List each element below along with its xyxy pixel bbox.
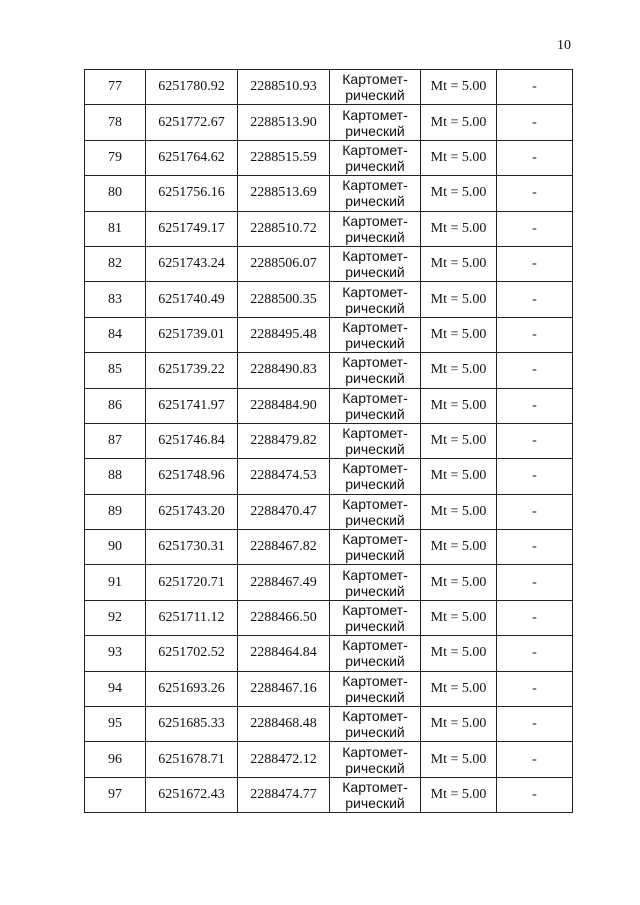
table-row	[85, 353, 573, 388]
x-coordinate-cell: 6251743.20	[146, 494, 238, 529]
x-coordinate-cell: 6251693.26	[146, 671, 238, 706]
note-cell: -	[497, 388, 573, 423]
method-cell	[330, 636, 421, 671]
point-number-cell: 78	[85, 105, 146, 140]
point-number-cell: 87	[85, 423, 146, 458]
method-line-1: Картомет-	[342, 779, 408, 795]
table-row	[85, 742, 573, 777]
x-coordinate-cell: 6251743.24	[146, 246, 238, 281]
method-cell	[330, 494, 421, 529]
x-coordinate-cell: 6251678.71	[146, 742, 238, 777]
table-row	[85, 600, 573, 635]
y-coordinate-cell: 2288513.69	[238, 176, 330, 211]
note-cell: -	[497, 176, 573, 211]
point-number-cell: 95	[85, 707, 146, 742]
table-row	[85, 70, 573, 105]
table-row	[85, 105, 573, 140]
y-coordinate-cell: 2288464.84	[238, 636, 330, 671]
accuracy-cell: Mt = 5.00	[421, 176, 497, 211]
note-cell: -	[497, 636, 573, 671]
method-line-2: рический	[345, 334, 405, 351]
table-row	[85, 707, 573, 742]
method-cell	[330, 459, 421, 494]
x-coordinate-cell: 6251741.97	[146, 388, 238, 423]
note-cell: -	[497, 282, 573, 317]
accuracy-cell: Mt = 5.00	[421, 388, 497, 423]
method-cell	[330, 742, 421, 777]
table-row	[85, 211, 573, 246]
point-number-cell: 90	[85, 530, 146, 565]
x-coordinate-cell: 6251748.96	[146, 459, 238, 494]
note-cell: -	[497, 565, 573, 600]
method-line-2: рический	[345, 405, 405, 422]
method-line-1: Картомет-	[342, 283, 408, 300]
table-row	[85, 176, 573, 211]
note-cell: -	[497, 353, 573, 388]
method-line-2: рический	[345, 547, 405, 564]
method-cell	[330, 353, 421, 388]
accuracy-cell: Mt = 5.00	[421, 494, 497, 529]
method-cell	[330, 671, 421, 706]
y-coordinate-cell: 2288500.35	[238, 282, 330, 317]
x-coordinate-cell: 6251685.33	[146, 707, 238, 742]
method-cell	[330, 388, 421, 423]
accuracy-cell: Mt = 5.00	[421, 105, 497, 140]
y-coordinate-cell: 2288479.82	[238, 423, 330, 458]
note-cell: -	[497, 105, 573, 140]
y-coordinate-cell: 2288467.82	[238, 530, 330, 565]
accuracy-cell: Mt = 5.00	[421, 565, 497, 600]
point-number-cell: 92	[85, 600, 146, 635]
y-coordinate-cell: 2288484.90	[238, 388, 330, 423]
table-row	[85, 671, 573, 706]
method-line-1: Картомет-	[342, 354, 408, 371]
accuracy-cell: Mt = 5.00	[421, 742, 497, 777]
y-coordinate-cell: 2288467.16	[238, 671, 330, 706]
note-cell: -	[497, 70, 573, 105]
method-cell	[330, 777, 421, 812]
method-line-2: рический	[345, 87, 405, 104]
method-line-1: Картомет-	[342, 177, 408, 194]
y-coordinate-cell: 2288472.12	[238, 742, 330, 777]
point-number-cell: 97	[85, 777, 146, 812]
method-line-1: Картомет-	[342, 425, 408, 442]
method-line-1: Картомет-	[342, 389, 408, 406]
y-coordinate-cell: 2288468.48	[238, 707, 330, 742]
point-number-cell: 89	[85, 494, 146, 529]
method-cell	[330, 707, 421, 742]
method-line-2: рический	[345, 441, 405, 458]
point-number-cell: 86	[85, 388, 146, 423]
method-line-2: рический	[345, 759, 405, 776]
method-line-1: Картомет-	[342, 743, 408, 760]
accuracy-cell: Mt = 5.00	[421, 282, 497, 317]
y-coordinate-cell: 2288513.90	[238, 105, 330, 140]
y-coordinate-cell: 2288474.53	[238, 459, 330, 494]
accuracy-cell: Mt = 5.00	[421, 246, 497, 281]
accuracy-cell: Mt = 5.00	[421, 530, 497, 565]
note-cell: -	[497, 777, 573, 812]
x-coordinate-cell: 6251756.16	[146, 176, 238, 211]
method-line-1: Картомет-	[342, 602, 408, 619]
point-number-cell: 79	[85, 140, 146, 175]
accuracy-cell: Mt = 5.00	[421, 636, 497, 671]
x-coordinate-cell: 6251772.67	[146, 105, 238, 140]
method-line-2: рический	[345, 511, 405, 528]
accuracy-cell: Mt = 5.00	[421, 70, 497, 105]
method-line-1: Картомет-	[342, 71, 408, 88]
point-number-cell: 83	[85, 282, 146, 317]
point-number-cell: 96	[85, 742, 146, 777]
table-row	[85, 388, 573, 423]
point-number-cell: 80	[85, 176, 146, 211]
method-line-2: рический	[345, 724, 405, 741]
method-cell	[330, 211, 421, 246]
table-row	[85, 140, 573, 175]
x-coordinate-cell: 6251672.43	[146, 777, 238, 812]
accuracy-cell: Mt = 5.00	[421, 671, 497, 706]
method-line-1: Картомет-	[342, 672, 408, 689]
table-row	[85, 636, 573, 671]
coordinates-table-body	[85, 70, 573, 813]
method-line-1: Картомет-	[342, 141, 408, 158]
table-row	[85, 317, 573, 352]
note-cell: -	[497, 211, 573, 246]
y-coordinate-cell: 2288506.07	[238, 246, 330, 281]
note-cell: -	[497, 530, 573, 565]
method-cell	[330, 282, 421, 317]
method-line-2: рический	[345, 157, 405, 174]
x-coordinate-cell: 6251711.12	[146, 600, 238, 635]
method-cell	[330, 70, 421, 105]
x-coordinate-cell: 6251720.71	[146, 565, 238, 600]
y-coordinate-cell: 2288510.93	[238, 70, 330, 105]
point-number-cell: 93	[85, 636, 146, 671]
x-coordinate-cell: 6251764.62	[146, 140, 238, 175]
method-line-1: Картомет-	[342, 637, 408, 654]
method-cell	[330, 105, 421, 140]
method-line-1: Картомет-	[342, 708, 408, 725]
method-cell	[330, 600, 421, 635]
method-cell	[330, 317, 421, 352]
x-coordinate-cell: 6251749.17	[146, 211, 238, 246]
method-cell	[330, 140, 421, 175]
x-coordinate-cell: 6251730.31	[146, 530, 238, 565]
page-number: 10	[557, 38, 571, 53]
accuracy-cell: Mt = 5.00	[421, 317, 497, 352]
method-line-2: рический	[345, 264, 405, 281]
y-coordinate-cell: 2288467.49	[238, 565, 330, 600]
accuracy-cell: Mt = 5.00	[421, 600, 497, 635]
table-row	[85, 282, 573, 317]
accuracy-cell: Mt = 5.00	[421, 211, 497, 246]
method-line-1: Картомет-	[342, 248, 408, 265]
method-line-2: рический	[345, 122, 405, 139]
y-coordinate-cell: 2288510.72	[238, 211, 330, 246]
method-line-2: рический	[345, 795, 405, 811]
accuracy-cell: Mt = 5.00	[421, 140, 497, 175]
note-cell: -	[497, 317, 573, 352]
method-line-2: рический	[345, 582, 405, 599]
method-cell	[330, 423, 421, 458]
method-cell	[330, 176, 421, 211]
method-line-2: рический	[345, 688, 405, 705]
table-row	[85, 459, 573, 494]
x-coordinate-cell: 6251739.22	[146, 353, 238, 388]
table-row	[85, 777, 573, 812]
method-line-2: рический	[345, 476, 405, 493]
note-cell: -	[497, 423, 573, 458]
accuracy-cell: Mt = 5.00	[421, 353, 497, 388]
x-coordinate-cell: 6251780.92	[146, 70, 238, 105]
method-line-2: рический	[345, 618, 405, 635]
point-number-cell: 94	[85, 671, 146, 706]
method-line-1: Картомет-	[342, 495, 408, 512]
method-line-2: рический	[345, 370, 405, 387]
accuracy-cell: Mt = 5.00	[421, 459, 497, 494]
accuracy-cell: Mt = 5.00	[421, 423, 497, 458]
method-line-2: рический	[345, 653, 405, 670]
note-cell: -	[497, 600, 573, 635]
y-coordinate-cell: 2288474.77	[238, 777, 330, 812]
method-line-1: Картомет-	[342, 212, 408, 229]
x-coordinate-cell: 6251746.84	[146, 423, 238, 458]
accuracy-cell: Mt = 5.00	[421, 707, 497, 742]
method-cell	[330, 530, 421, 565]
x-coordinate-cell: 6251702.52	[146, 636, 238, 671]
table-row	[85, 423, 573, 458]
point-number-cell: 81	[85, 211, 146, 246]
method-line-1: Картомет-	[342, 566, 408, 583]
point-number-cell: 91	[85, 565, 146, 600]
method-cell	[330, 246, 421, 281]
point-number-cell: 84	[85, 317, 146, 352]
note-cell: -	[497, 140, 573, 175]
method-line-1: Картомет-	[342, 318, 408, 335]
table-row	[85, 530, 573, 565]
point-number-cell: 82	[85, 246, 146, 281]
y-coordinate-cell: 2288466.50	[238, 600, 330, 635]
note-cell: -	[497, 742, 573, 777]
method-line-1: Картомет-	[342, 460, 408, 477]
note-cell: -	[497, 246, 573, 281]
table-row	[85, 565, 573, 600]
method-line-2: рический	[345, 299, 405, 316]
note-cell: -	[497, 459, 573, 494]
y-coordinate-cell: 2288490.83	[238, 353, 330, 388]
coordinates-table	[84, 69, 573, 813]
note-cell: -	[497, 671, 573, 706]
point-number-cell: 85	[85, 353, 146, 388]
x-coordinate-cell: 6251740.49	[146, 282, 238, 317]
point-number-cell: 77	[85, 70, 146, 105]
method-line-1: Картомет-	[342, 106, 408, 123]
y-coordinate-cell: 2288495.48	[238, 317, 330, 352]
method-line-2: рический	[345, 228, 405, 245]
accuracy-cell: Mt = 5.00	[421, 777, 497, 812]
method-line-2: рический	[345, 193, 405, 210]
y-coordinate-cell: 2288470.47	[238, 494, 330, 529]
note-cell: -	[497, 707, 573, 742]
table-row	[85, 494, 573, 529]
table-row	[85, 246, 573, 281]
method-cell	[330, 565, 421, 600]
note-cell: -	[497, 494, 573, 529]
y-coordinate-cell: 2288515.59	[238, 140, 330, 175]
x-coordinate-cell: 6251739.01	[146, 317, 238, 352]
method-line-1: Картомет-	[342, 531, 408, 548]
point-number-cell: 88	[85, 459, 146, 494]
